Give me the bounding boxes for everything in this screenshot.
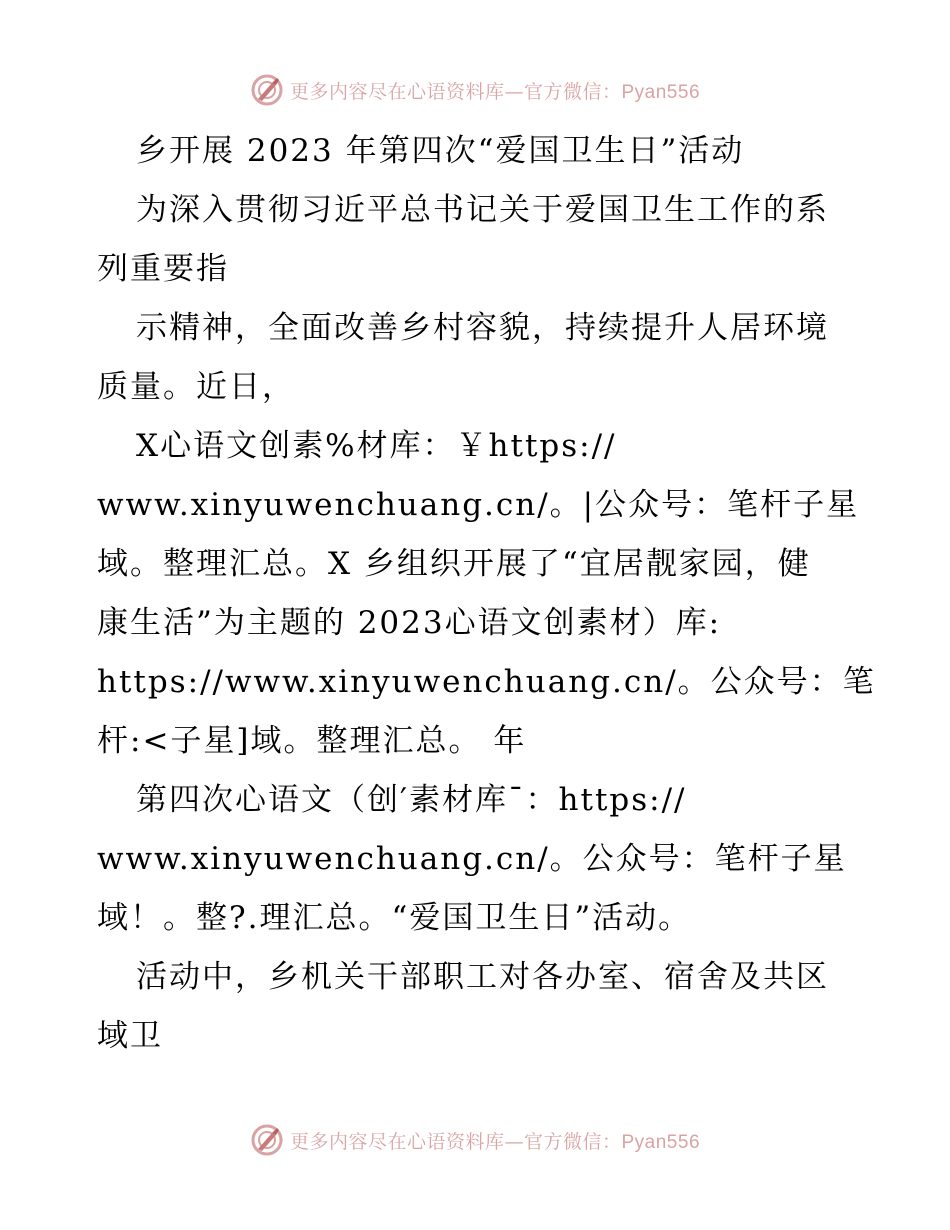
text-line: 为深入贯彻习近平总书记关于爱国卫生工作的系: [136, 192, 829, 228]
text-line: 示精神，全面改善乡村容貌，持续提升人居环境: [136, 310, 829, 346]
text-line: 域。整理汇总。X 乡组织开展了“宜居靓家园，健: [97, 546, 811, 582]
text-line: 杆:<子星]域。整理汇总。 年: [97, 723, 527, 759]
text-line: www.xinyuwenchuang.cn/。公众号：笔杆子星: [97, 841, 847, 877]
footer-banner: [0, 1120, 950, 1160]
text-line: https://www.xinyuwenchuang.cn/。公众号：笔: [97, 664, 876, 700]
text-line: 域卫: [97, 1018, 163, 1054]
header-banner-label: 更多内容尽在心语资料库—官方微信：: [289, 80, 622, 103]
text-line: 第四次心语文（创′素材库¯：https://: [136, 782, 687, 818]
brand-logo-icon: [250, 1123, 284, 1157]
text-line: 活动中，乡机关干部职工对各办室、宿舍及共区: [136, 959, 829, 995]
brand-logo-icon: [250, 73, 284, 107]
text-line: 列重要指: [97, 251, 229, 287]
footer-wechat-id: Pyan556: [621, 1131, 701, 1153]
article-body: [97, 122, 876, 1066]
footer-banner-text: [290, 1127, 700, 1154]
header-banner-text: [290, 77, 700, 104]
text-line: www.xinyuwenchuang.cn/。|公众号：笔杆子星: [97, 487, 860, 523]
text-line: 康生活”为主题的 2023心语文创素材）库:: [97, 605, 722, 641]
text-line: 域！。整?.理汇总。“爱国卫生日”活动。: [97, 900, 692, 936]
text-line: X心语文创素%材库：￥https://: [136, 428, 617, 464]
footer-banner-label: 更多内容尽在心语资料库—官方微信：: [289, 1130, 622, 1153]
text-line: 质量。近日，: [97, 369, 295, 405]
article-title-line: 乡开展 2023 年第四次“爱国卫生日”活动: [136, 133, 745, 169]
header-banner: [0, 70, 950, 110]
header-wechat-id: Pyan556: [621, 81, 701, 103]
